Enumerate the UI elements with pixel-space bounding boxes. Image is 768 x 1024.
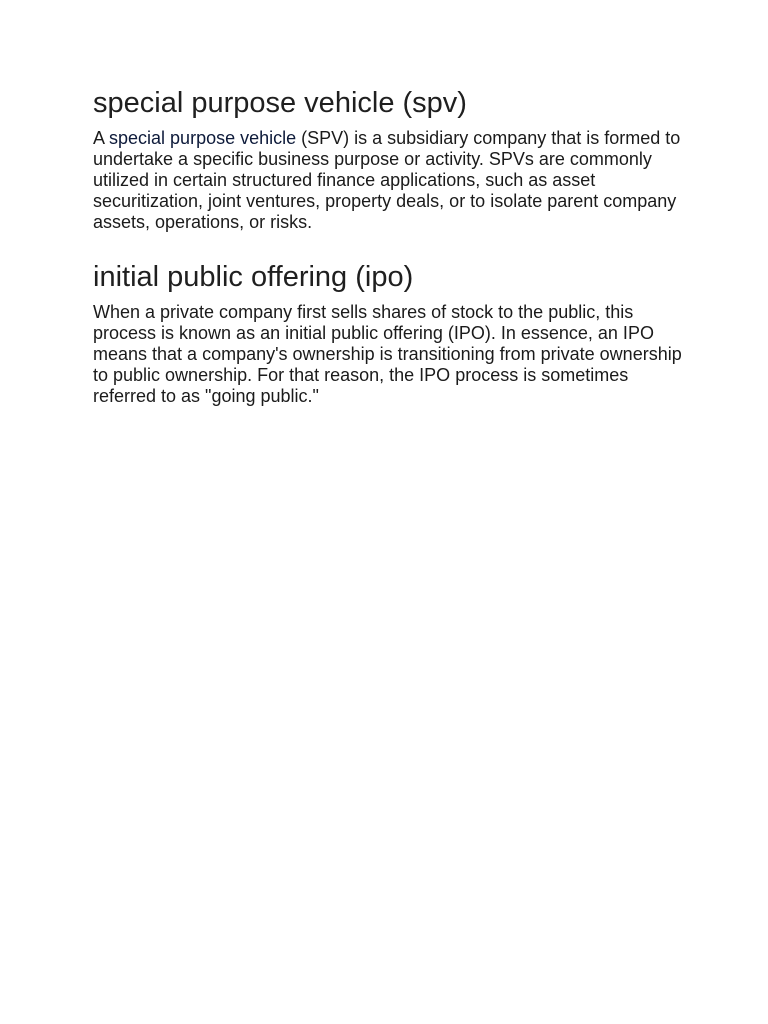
section-body-spv [93, 128, 683, 233]
document-page [93, 84, 683, 432]
section-title-spv: special purpose vehicle (spv) [93, 87, 467, 119]
section-ipo [93, 258, 683, 407]
section-title-ipo: initial public offering (ipo) [93, 261, 414, 293]
section-body-ipo: When a private company first sells shares of stock to the public, this process is known as an initial public offering (IPO). In essence, an IPO means that a company's ownership is transitioning from private ownership to public ownership. For that reason, the IPO process is sometimes referred to as "going public." [93, 302, 682, 406]
body-suffix: (SPV) is a subsidiary company that is formed to undertake a specific business purpose or activity. SPVs are commonly utilized in certain structured finance applications, such as asset securitization, joint ventures, property deals, or to isolate parent company assets, operations, or risks. [93, 128, 681, 232]
section-spv [93, 84, 683, 233]
body-prefix: A [93, 128, 110, 148]
spv-term-link[interactable]: special purpose vehicle [109, 128, 297, 148]
